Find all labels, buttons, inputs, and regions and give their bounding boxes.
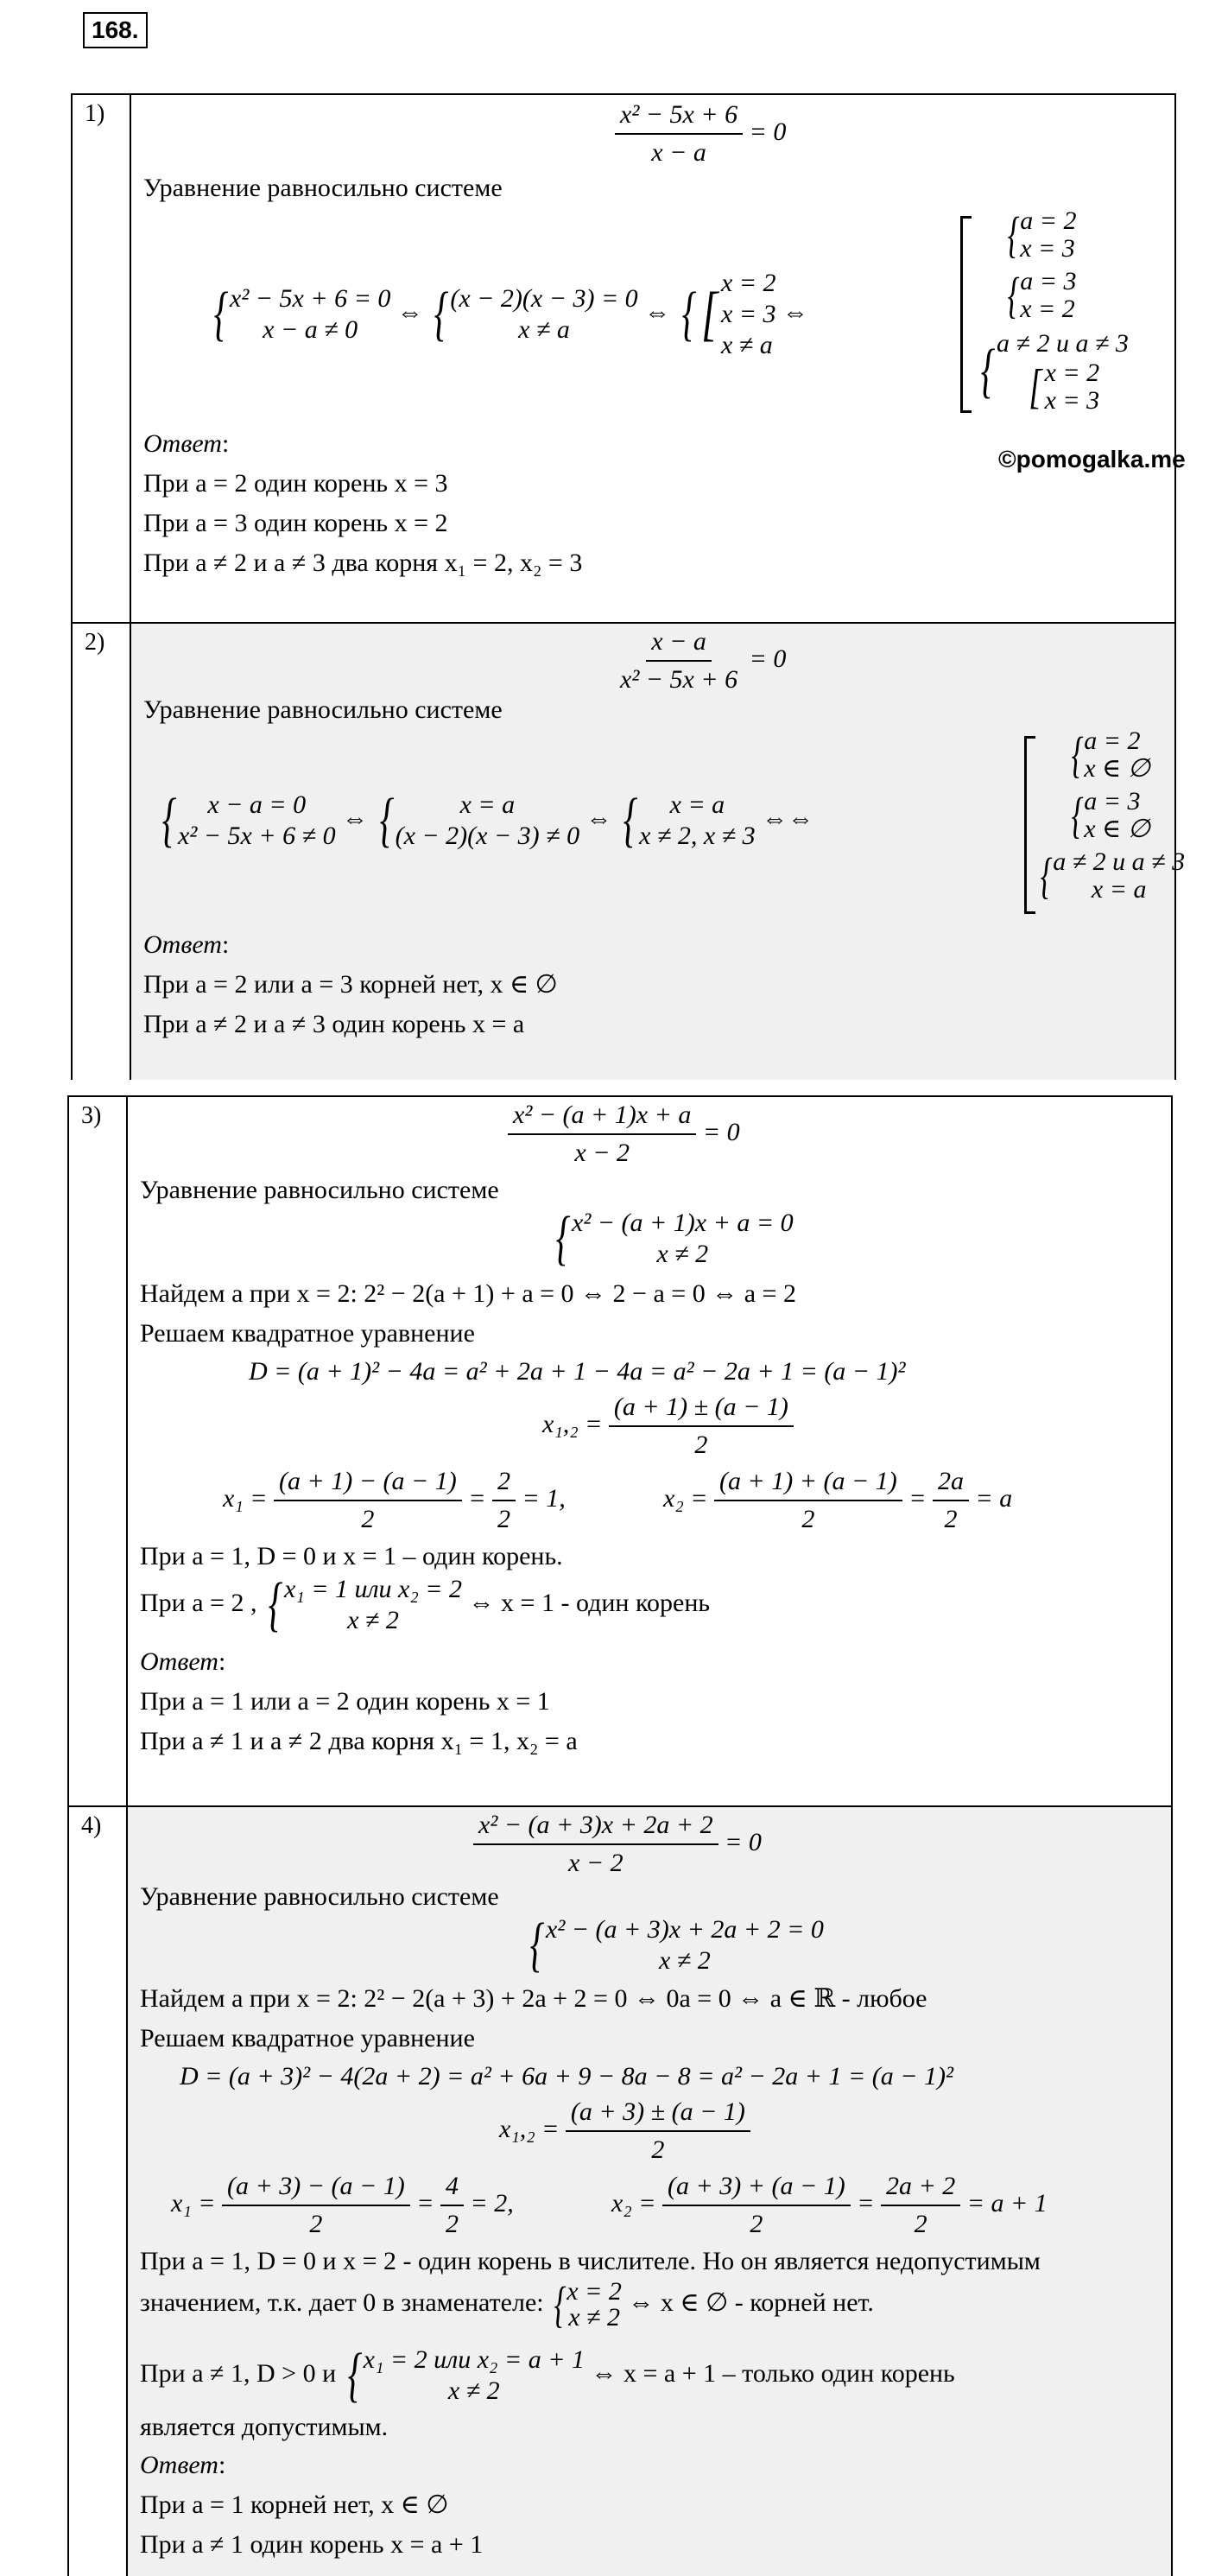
answer-heading: Ответ: (143, 429, 230, 458)
system-chain: { x − a = 0 x² − 5x + 6 ≠ 0 ⇔ { x = a (x − 2)(x − 3) ≠ 0 ⇔ { x = a x ≠ 2, x ≠ 3 ⇔⇔ (161, 787, 814, 853)
part-2-label: 2) (73, 624, 131, 1080)
intro-text: Уравнение равносильно системе (143, 174, 503, 202)
case-3: { a ≠ 2 и a ≠ 3 x = a (1040, 847, 1186, 904)
answer-line-3: При a ≠ 2 и a ≠ 3 два корня x₁ = 2, x₂ = 3 (143, 549, 583, 577)
part-2-body (131, 624, 1186, 1080)
solve-heading: Решаем квадратное уравнение (140, 1319, 475, 1348)
find-a-line: Найдем a при x = 2: 2² − 2(a + 1) + a = 0 ⇔ 2 − a = 0 ⇔ a = 2 (140, 1279, 796, 1308)
solve-heading: Решаем квадратное уравнение (140, 2024, 475, 2053)
big-bracket (1024, 736, 1035, 914)
case-2: { a = 3 x ∈ ∅ (1071, 787, 1150, 843)
system-chain: { x² − 5x + 6 = 0 x − a ≠ 0 ⇔ { (x − 2)(x − 3) = 0 x ≠ a ⇔ { [ x = 2 x = 3 x ≠ a ⇔ (213, 269, 808, 359)
case-a1-cont: значением, т.к. дает 0 в знаменателе: { x = 2 x ≠ 2 ⇔ x ∈ ∅ - корней нет. (140, 2276, 874, 2332)
answer-line-1: При a = 1 корней нет, x ∈ ∅ (140, 2490, 449, 2519)
root-x1: x₁ = $\frac{(a + 1) - (a - 1)}{2}$ = $\frac{2}{2}$ = 1, (223, 1467, 566, 1533)
root-x1: x₁ = $\frac{(a + 3) - (a - 1)}{2}$ = $\frac{4}{2}$ = 2, (171, 2172, 514, 2238)
watermark: ©pomogalka.me (998, 446, 1186, 473)
case-a2-cont: является допустимым. (140, 2413, 389, 2441)
case-1: { a = 2 x ∈ ∅ (1071, 726, 1150, 783)
problem-number: 168. (83, 12, 148, 48)
discriminant: D = (a + 3)² − 4(2a + 2) = a² + 6a + 9 − 8a − 8 = a² − 2a + 1 = (a − 1)² (180, 2062, 954, 2091)
answer-line-2: При a = 3 один корень x = 2 (143, 509, 448, 537)
case-3: { a ≠ 2 и a ≠ 3 [ x = 2 x = 3 (980, 329, 1129, 415)
case-2: { a = 3 x = 2 (1007, 267, 1077, 323)
system: { x² − (a + 3)x + 2a + 2 = 0 x ≠ 2 (529, 1912, 824, 1978)
solution-table-1 (71, 93, 1186, 1080)
part-4-body (128, 1807, 1171, 2576)
answer-line-1: При a = 1 или a = 2 один корень x = 1 (140, 1687, 550, 1716)
part-2 (73, 622, 1186, 1080)
part-3-label: 3) (69, 1097, 128, 1805)
answer-line-2: При a ≠ 2 и a ≠ 3 один корень x = a (143, 1010, 525, 1038)
answer-line-2: При a ≠ 1 и a ≠ 2 два корня x₁ = 1, x₂ = a (140, 1727, 578, 1755)
answer-heading: Ответ: (140, 2451, 226, 2479)
intro-text: Уравнение равносильно системе (140, 1882, 499, 1911)
solution-table-2 (67, 1095, 1173, 2576)
answer-line-1: При a = 2 один корень x = 3 (143, 469, 448, 498)
case-a2: При a ≠ 1, D > 0 и { x₁ = 2 или x₂ = a + 1 x ≠ 2 ⇔ x = a + 1 – только один корень (140, 2342, 955, 2408)
roots-formula: x₁,₂ = $\frac{(a + 1) \pm (a - 1)}{2}$ (542, 1391, 794, 1462)
part-1-label: 1) (73, 95, 131, 622)
equation: $\frac{x - a}{\text{x² − 5x + 6}}$ = 0 (620, 627, 787, 694)
answer-line-1: При a = 2 или a = 3 корней нет, x ∈ ∅ (143, 970, 558, 999)
equation: $\frac{\text{x² − 5x + 6}}{x - a}$ = 0 (615, 98, 786, 169)
answer-heading: Ответ: (143, 930, 230, 959)
intro-text: Уравнение равносильно системе (143, 695, 503, 724)
case-1: { a = 2 x = 3 (1007, 206, 1077, 263)
case-a1: При a = 1, D = 0 и x = 2 - один корень в числителе. Но он является недопустимым (140, 2247, 1041, 2275)
part-3 (69, 1097, 1171, 1805)
system: { x² − (a + 1)x + a = 0 x ≠ 2 (555, 1205, 794, 1272)
root-x2: x₂ = $\frac{(a + 1) + (a - 1)}{2}$ = $\frac{2a}{2}$ = a (663, 1467, 1013, 1533)
case-a1: При a = 1, D = 0 и x = 1 – один корень. (140, 1542, 563, 1570)
case-a2: При a = 2 , { x₁ = 1 или x₂ = 2 x ≠ 2 ⇔ x = 1 - один корень (140, 1571, 711, 1638)
part-3-body (128, 1097, 1171, 1805)
part-1-body (131, 95, 1174, 622)
part-1 (73, 95, 1174, 622)
root-x2: x₂ = $\frac{(a + 3) + (a - 1)}{2}$ = $\frac{2a + 2}{2}$ = a + 1 (611, 2172, 1048, 2238)
find-a-line: Найдем a при x = 2: 2² − 2(a + 3) + 2a + 2 = 0 ⇔ 0a = 0 ⇔ a ∈ ℝ - любое (140, 1984, 927, 2013)
big-bracket (960, 216, 972, 413)
part-4-label: 4) (69, 1807, 128, 2576)
equation: $\frac{\text{x² − (a + 3)x + 2a + 2}}{x - 2}$ = 0 (473, 1809, 762, 1880)
discriminant: D = (a + 1)² − 4a = a² + 2a + 1 − 4a = a² − 2a + 1 = (a − 1)² (249, 1357, 906, 1386)
answer-line-2: При a ≠ 1 один корень x = a + 1 (140, 2530, 484, 2559)
part-4 (69, 1805, 1171, 2576)
equation: $\frac{\text{x² − (a + 1)x + a}}{x - 2}$ = 0 (508, 1099, 740, 1170)
roots-formula: x₁,₂ = $\frac{(a + 3) \pm (a - 1)}{2}$ (499, 2096, 750, 2167)
intro-text: Уравнение равносильно системе (140, 1176, 499, 1204)
answer-heading: Ответ: (140, 1647, 226, 1676)
